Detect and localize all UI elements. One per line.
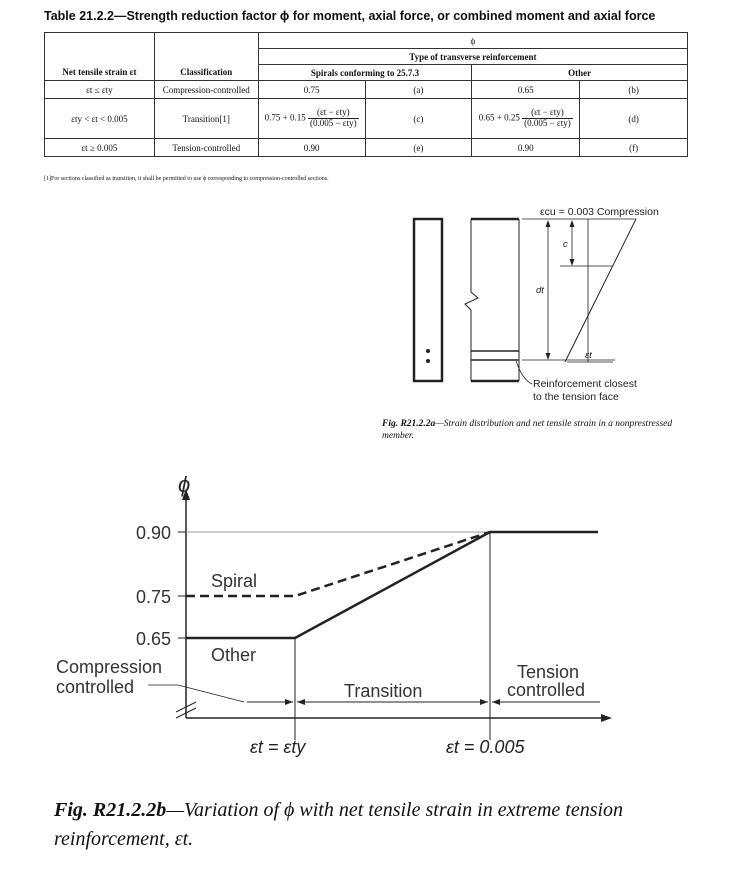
header-spirals: Spirals conforming to 25.7.3 — [258, 65, 472, 81]
compression-leader — [148, 685, 244, 702]
arrowhead — [546, 220, 551, 227]
spiral-ref-cell: (c) — [365, 99, 472, 139]
other-label: Other — [211, 645, 257, 665]
tension-label: controlled — [507, 680, 586, 700]
table-title: Table 21.2.2—Strength reduction factor ϕ for moment, axial force, or combined moment and axial force — [44, 9, 656, 23]
strain-line — [565, 219, 636, 362]
arrowhead — [297, 699, 305, 705]
header-type-transverse: Type of transverse reinforcement — [258, 49, 687, 65]
header-net-tensile-strain: Net tensile strain εt — [45, 65, 155, 81]
strain-distribution-figure — [0, 0, 736, 420]
header-phi: ϕ — [258, 33, 687, 49]
dt-label: dt — [536, 285, 544, 296]
classification-cell: Tension-controlled — [154, 139, 258, 157]
spiral-value-cell: 0.90 — [258, 139, 365, 157]
strain-cell: εt ≤ εty — [45, 81, 155, 99]
strain-cell: εt ≥ 0.005 — [45, 139, 155, 157]
arrowhead — [285, 699, 293, 705]
section-outline — [414, 219, 442, 381]
formula-denominator: (0.005 − εty) — [309, 118, 357, 128]
compression-label: Compression — [56, 657, 163, 677]
reinforcement-label: to the tension face — [533, 391, 619, 403]
phi-variation-figure — [0, 440, 736, 790]
formula-numerator: (εt − εty) — [522, 108, 573, 119]
figure-a-caption — [382, 418, 702, 442]
tension-label: Tension — [517, 662, 580, 682]
formula-prefix: 0.75 + 0.15 — [264, 112, 306, 123]
spiral-label: Spiral — [211, 571, 258, 591]
arrowhead — [546, 353, 551, 360]
formula-numerator: (εt − εty) — [308, 108, 359, 119]
transition-label: Transition — [344, 681, 423, 701]
caption-label: Fig. R21.2.2a — [382, 419, 436, 429]
other-value-cell: 0.90 — [472, 139, 580, 157]
table-footnote: [1]For sections classified as transition, it shall be permitted to use ϕ corresponding to compression-controlled sections. — [44, 176, 329, 182]
break-line — [465, 219, 478, 381]
spiral-ref-cell: (a) — [365, 81, 472, 99]
other-ref-cell: (b) — [580, 81, 688, 99]
formula-prefix: 0.65 + 0.25 — [478, 112, 520, 123]
ecu-label: εcu = 0.003 Compression — [540, 206, 659, 218]
other-value-cell: 0.65 — [472, 81, 580, 99]
compression-label: controlled — [56, 677, 135, 697]
header-other: Other — [472, 65, 688, 81]
arrowhead — [570, 259, 575, 266]
strain-axis-arrow — [601, 714, 612, 722]
e005-label: εt = 0.005 — [446, 737, 525, 757]
reinforcement-dot — [426, 349, 430, 353]
classification-cell: Transition[1] — [154, 99, 258, 139]
caption-text: —Variation of ϕ with net tensile strain in extreme tension reinforcement, εt. — [54, 799, 624, 850]
figure-b-caption — [54, 796, 654, 854]
spiral-value-cell: 0.75 — [258, 81, 365, 99]
caption-label: Fig. R21.2.2b — [54, 799, 167, 821]
ety-label: εt = εty — [250, 737, 306, 757]
strain-cell: εty < εt < 0.005 — [45, 99, 155, 139]
reinforcement-label: Reinforcement closest — [533, 378, 637, 390]
tick-label-090: 0.90 — [136, 523, 172, 543]
phi-axis-label: ϕ — [178, 472, 191, 497]
c-label: c — [563, 239, 568, 250]
other-ref-cell: (f) — [580, 139, 688, 157]
tick-label-075: 0.75 — [136, 587, 172, 607]
tick-label-065: 0.65 — [136, 629, 172, 649]
classification-cell: Compression-controlled — [154, 81, 258, 99]
et-label: εt — [585, 350, 592, 361]
reinforcement-dot — [426, 359, 430, 363]
caption-text: —Strain distribution and net tensile strain in a nonprestressed member. — [382, 419, 673, 441]
formula-denominator: (0.005 − εty) — [524, 118, 571, 128]
header-classification: Classification — [154, 65, 258, 81]
arrowhead — [570, 220, 575, 227]
arrowhead — [480, 699, 488, 705]
arrowhead — [492, 699, 500, 705]
spiral-ref-cell: (e) — [365, 139, 472, 157]
other-ref-cell: (d) — [580, 99, 688, 139]
